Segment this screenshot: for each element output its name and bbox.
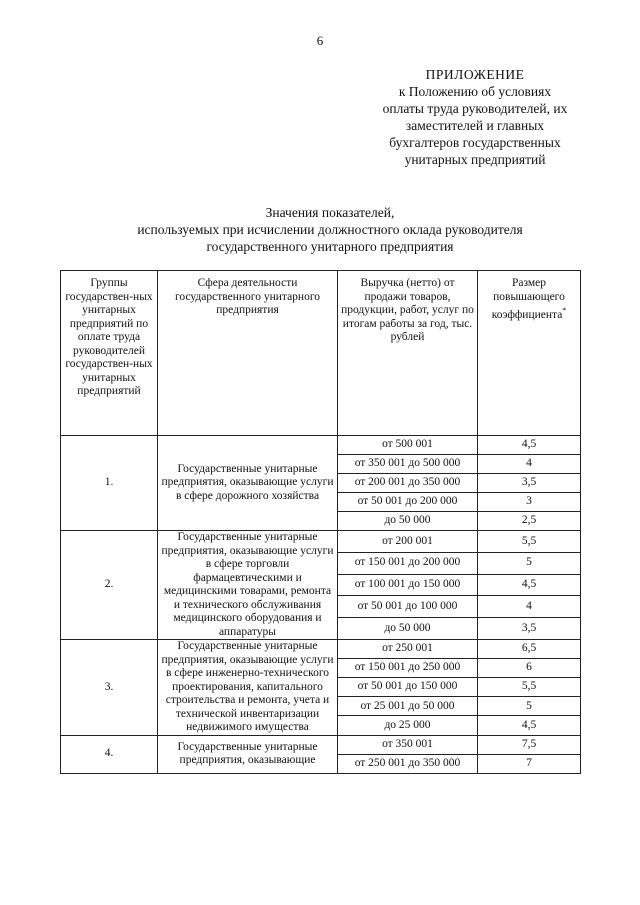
- coefficient-value: 4: [478, 455, 581, 474]
- group-number: 3.: [61, 640, 158, 736]
- header-coefficient: [478, 271, 581, 436]
- page-number: 6: [316, 33, 324, 48]
- revenue-range: от 250 001 до 350 000: [338, 754, 478, 773]
- coefficient-value: 3: [478, 493, 581, 512]
- table-row: [61, 735, 581, 754]
- appendix-line: оплаты труда руководителей, их: [382, 101, 568, 116]
- revenue-range: от 100 001 до 150 000: [338, 574, 478, 596]
- revenue-range: от 250 001: [338, 640, 478, 659]
- coefficient-value: 2,5: [478, 512, 581, 531]
- coefficient-value: 7,5: [478, 735, 581, 754]
- table-row: [61, 531, 581, 553]
- revenue-range: до 25 000: [338, 716, 478, 735]
- table-header-row: [61, 271, 581, 436]
- coefficient-value: 4: [478, 596, 581, 618]
- sphere-of-activity: Государственные унитарные предприятия, оказывающие: [158, 735, 338, 773]
- sphere-of-activity: Государственные унитарные предприятия, оказывающие услуги в сфере инженерно-технического проектирования, капитального строительства и ремонта, учета и технической инвентаризации недвижимого имущества: [158, 640, 338, 736]
- header-sphere: Сфера деятельности государственного унитарного предприятия: [158, 271, 338, 436]
- coefficient-value: 4,5: [478, 574, 581, 596]
- revenue-range: от 200 001 до 350 000: [338, 474, 478, 493]
- group-number: 4.: [61, 735, 158, 773]
- title-line: Значения показателей,: [265, 205, 395, 220]
- appendix-line: к Положению об условиях: [398, 84, 552, 99]
- appendix-line: бухгалтеров государственных: [389, 135, 561, 150]
- title-line: используемых при исчислении должностного оклада руководителя: [137, 222, 523, 237]
- revenue-range: от 50 001 до 200 000: [338, 493, 478, 512]
- document-title: [60, 204, 600, 255]
- coefficient-value: 4,5: [478, 716, 581, 735]
- appendix-title: ПРИЛОЖЕНИЕ: [425, 67, 525, 82]
- coefficient-value: 4,5: [478, 436, 581, 455]
- revenue-range: от 25 001 до 50 000: [338, 697, 478, 716]
- coefficient-value: 5: [478, 697, 581, 716]
- coefficient-value: 6,5: [478, 640, 581, 659]
- revenue-range: от 350 001: [338, 735, 478, 754]
- coefficient-value: 6: [478, 659, 581, 678]
- revenue-range: от 200 001: [338, 531, 478, 553]
- group-number: 2.: [61, 531, 158, 640]
- sphere-of-activity: Государственные унитарные предприятия, оказывающие услуги в сфере торговли фармацевтическими и медицинскими товарами, ремонта и технического обслуживания медицинского оборудования и аппаратуры: [158, 531, 338, 640]
- revenue-range: до 50 000: [338, 512, 478, 531]
- coefficient-value: 5,5: [478, 531, 581, 553]
- revenue-range: от 500 001: [338, 436, 478, 455]
- coefficient-value: 3,5: [478, 618, 581, 640]
- revenue-range: от 150 001 до 250 000: [338, 659, 478, 678]
- indicators-table: [60, 270, 581, 774]
- appendix-line: заместителей и главных: [405, 118, 545, 133]
- footnote-mark: *: [562, 306, 567, 315]
- appendix-block: [355, 66, 595, 168]
- revenue-range: от 50 001 до 100 000: [338, 596, 478, 618]
- title-line: государственного унитарного предприятия: [206, 239, 454, 254]
- sphere-of-activity: Государственные унитарные предприятия, оказывающие услуги в сфере дорожного хозяйства: [158, 436, 338, 531]
- header-coefficient-label: Размер повышающего коэффициента: [491, 277, 565, 321]
- appendix-line: унитарных предприятий: [404, 152, 546, 167]
- header-revenue: Выручка (нетто) от продажи товаров, продукции, работ, услуг по итогам работы за год, тыс. рублей: [338, 271, 478, 436]
- coefficient-value: 5,5: [478, 678, 581, 697]
- group-number: 1.: [61, 436, 158, 531]
- table-row: [61, 436, 581, 455]
- coefficient-value: 3,5: [478, 474, 581, 493]
- coefficient-value: 7: [478, 754, 581, 773]
- revenue-range: от 50 001 до 150 000: [338, 678, 478, 697]
- revenue-range: от 150 001 до 200 000: [338, 552, 478, 574]
- revenue-range: до 50 000: [338, 618, 478, 640]
- table-row: [61, 640, 581, 659]
- header-group: Группы государствен-ных унитарных предприятий по оплате труда руководителей государствен-ных унитарных предприятий: [61, 271, 158, 436]
- coefficient-value: 5: [478, 552, 581, 574]
- revenue-range: от 350 001 до 500 000: [338, 455, 478, 474]
- table-body: [61, 436, 581, 774]
